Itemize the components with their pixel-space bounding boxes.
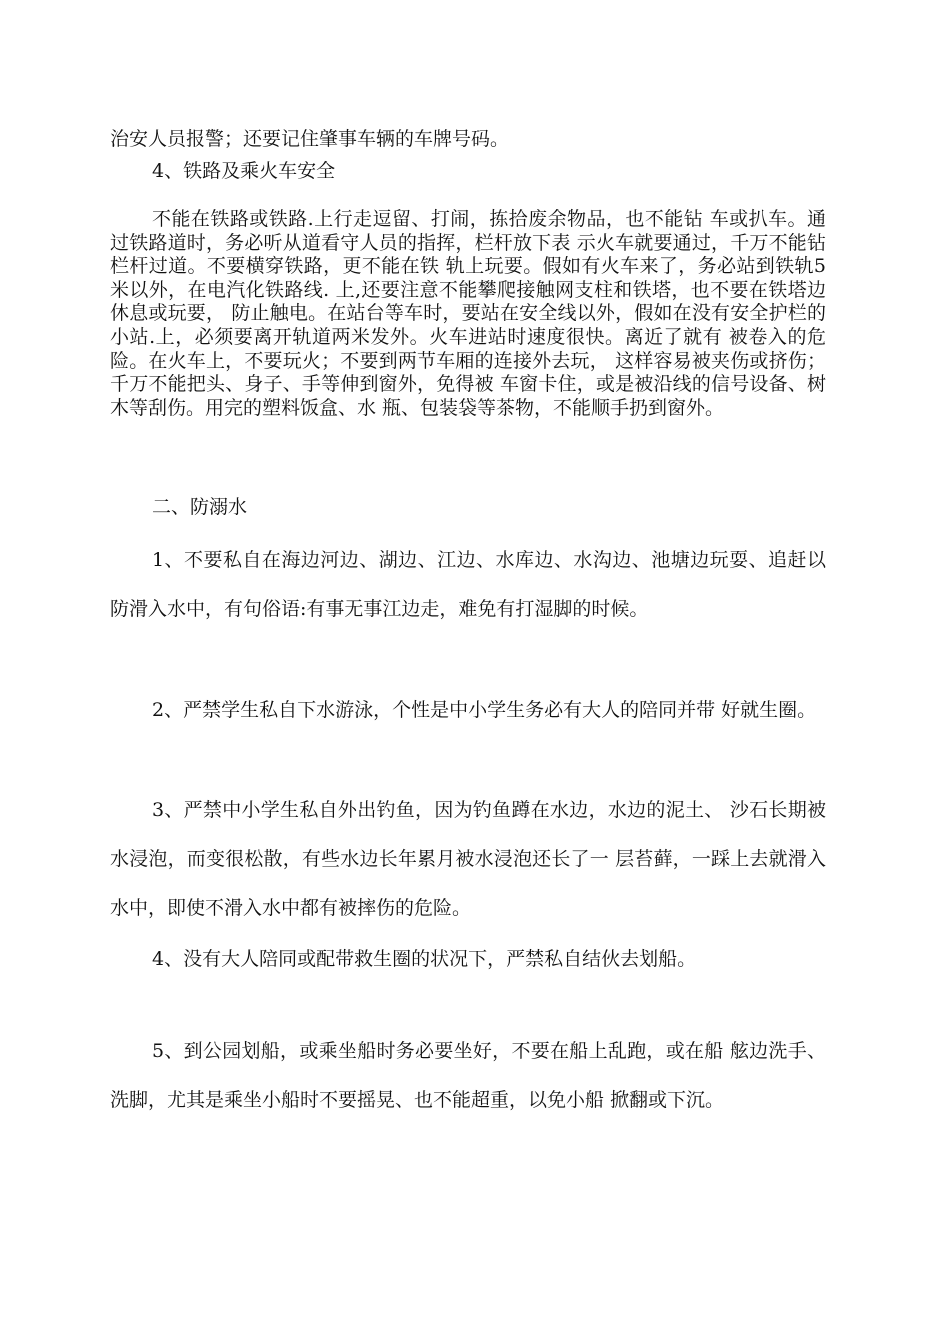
drowning-item-3: 3、严禁中小学生私自外出钓鱼，因为钓鱼蹲在水边，水边的泥土、 沙石长期被水浸泡，而变很松散，有些水边长年累月被水浸泡还长了一 层苔藓，一踩上去就滑入水中，即使不滑入水中都有被摔伤的危险。 (110, 799, 826, 919)
section-heading-drowning: 二、防溺水 (152, 496, 248, 518)
railway-safety-paragraph: 不能在铁路或铁路.上行走逗留、打闹，拣拾废余物品，也不能钻 车或扒车。通过铁路道时，务必听从道看守人员的指挥，栏杆放下表 示火车就要通过，千万不能钻栏杆过道。不要横穿铁路，更不能在铁 轨上玩要。假如有火车来了，务必站到铁轨5米以外，在电汽化铁路线. 上,还要注意不能攀爬接触网支柱和铁塔，也不要在铁塔边休息或玩要， 防止触电。在站台等车时，要站在安全线以外，假如在没有安全护栏的 小站.上，必须要离开轨道两米发外。火车进站时速度很快。离近了就有 被卷入的危险。在火车上，不要玩火；不要到两节车厢的连接外去玩， 这样容易被夹伤或挤伤；千万不能把头、身子、手等伸到窗外，免得被 车窗卡住，或是被沿线的信号设备、树木等刮伤。用完的塑料饭盒、水 瓶、包装袋等茶物，不能顺手扔到窗外。 (110, 208, 826, 419)
drowning-item-4: 4、没有大人陪同或配带救生圈的状况下，严禁私自结伙去划船。 (152, 948, 697, 970)
intro-line: 治安人员报警；还要记住肇事车辆的车牌号码。 (110, 128, 510, 150)
drowning-item-1: 1、不要私自在海边河边、湖边、江边、水库边、水沟边、池塘边玩耍、追赶以防滑入水中，有句俗语:有事无事江边走，难免有打湿脚的时候。 (110, 549, 826, 620)
section-heading-railway: 4、铁路及乘火车安全 (152, 160, 336, 182)
drowning-item-5: 5、到公园划船，或乘坐船时务必要坐好，不要在船上乱跑，或在船 舷边洗手、洗脚，尤其是乘坐小船时不要摇晃、也不能超重，以免小船 掀翻或下沉。 (110, 1040, 826, 1111)
drowning-item-2: 2、严禁学生私自下水游泳，个性是中小学生务必有大人的陪同并带 好就生圈。 (152, 699, 817, 721)
